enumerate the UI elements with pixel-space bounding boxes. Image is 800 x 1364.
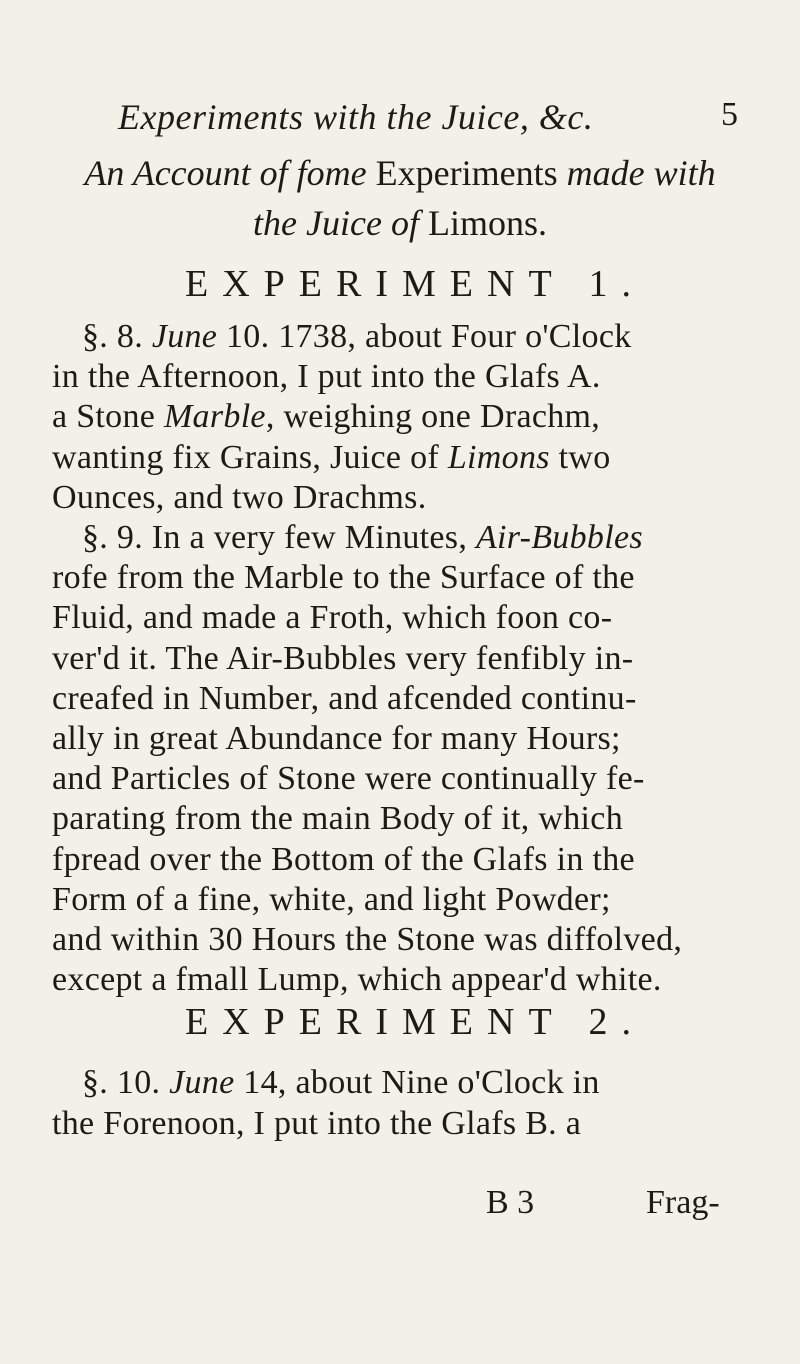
experiment1-line [52,881,742,919]
body-text: Form of a fine, white, and light Powder; [52,880,611,918]
signature-mark: B 3 [486,1184,535,1221]
body-text: ver'd it. The Air-Bubbles very fenfibly in- [52,639,634,677]
body-text: two [549,438,611,476]
experiment1-line [52,358,742,396]
experiment1-line [52,640,742,678]
section-heading-line-1 [0,148,800,198]
running-head [118,96,738,136]
experiment2-line [82,1064,742,1102]
body-text: and within 30 Hours the Stone was diffolved, [52,921,683,958]
body-text: , weighing one Drachm, [265,398,601,436]
body-text: in the Afternoon, I put into the Glafs A. [52,358,601,396]
body-text: ally in great Abundance for many Hours; [52,720,621,757]
body-text: a Stone [52,398,164,436]
experiment1-line [52,760,742,798]
body-text: Fluid, and made a Froth, which foon co- [52,599,613,637]
experiment1-line [52,800,742,838]
body-text: wanting fix Grains, Juice of [52,438,448,476]
body-text: 14, about Nine o'Clock in [234,1064,600,1101]
body-text: rofe from the Marble to the Surface of the [52,559,635,597]
italic-text: Limons [447,438,550,476]
experiment1-line [52,398,742,436]
section-heading-line-2 [0,198,800,248]
body-text: the Forenoon, I put into the Glafs B. a [52,1105,582,1142]
experiment1-line [52,921,742,959]
italic-text: June [151,318,218,355]
italic-text: June [169,1064,235,1101]
body-text: parating from the main Body of it, which [52,800,623,838]
experiment1-line [52,720,742,758]
experiment1-line [52,841,742,879]
experiment1-line [82,519,742,557]
body-text: fpread over the Bottom of the Glafs in the [52,840,635,878]
catchword: Frag- [646,1184,720,1221]
experiment1-line [52,479,742,517]
body-text: 10. 1738, about Four o'Clock [217,318,632,355]
experiment1-line [52,961,742,999]
italic-text: Marble [163,398,266,436]
body-text: except a fmall Lump, which appear'd white. [52,961,662,999]
heading-italic-part-2: made with [566,153,716,193]
experiment-1-title: EXPERIMENT 1. [185,263,645,305]
heading-italic-part-3: the Juice of [253,203,419,243]
heading-roman-part: Experiments [366,153,567,193]
experiment1-line [52,680,742,718]
body-text: §. 9. In a very few Minutes, [82,519,476,556]
italic-text: Air-Bubbles [475,519,643,556]
heading-italic-part-1: An Account of fome [84,153,367,193]
experiment2-line [52,1105,742,1143]
body-text: §. 8. [82,318,152,355]
experiment1-line [52,559,742,597]
experiment1-line [52,599,742,637]
body-text: creafed in Number, and afcended continu- [52,679,637,717]
body-text: Ounces, and two Drachms. [52,478,427,516]
experiment-2-title: EXPERIMENT 2. [185,1001,645,1043]
running-head-title: Experiments with the Juice, &c. [118,97,594,137]
heading-roman-part-2: Limons. [418,203,547,243]
experiment1-line [82,318,742,356]
body-text: and Particles of Stone were continually fe- [52,760,645,798]
experiment1-line [52,439,742,477]
body-text: §. 10. [82,1064,170,1101]
page-number: 5 [721,96,738,133]
